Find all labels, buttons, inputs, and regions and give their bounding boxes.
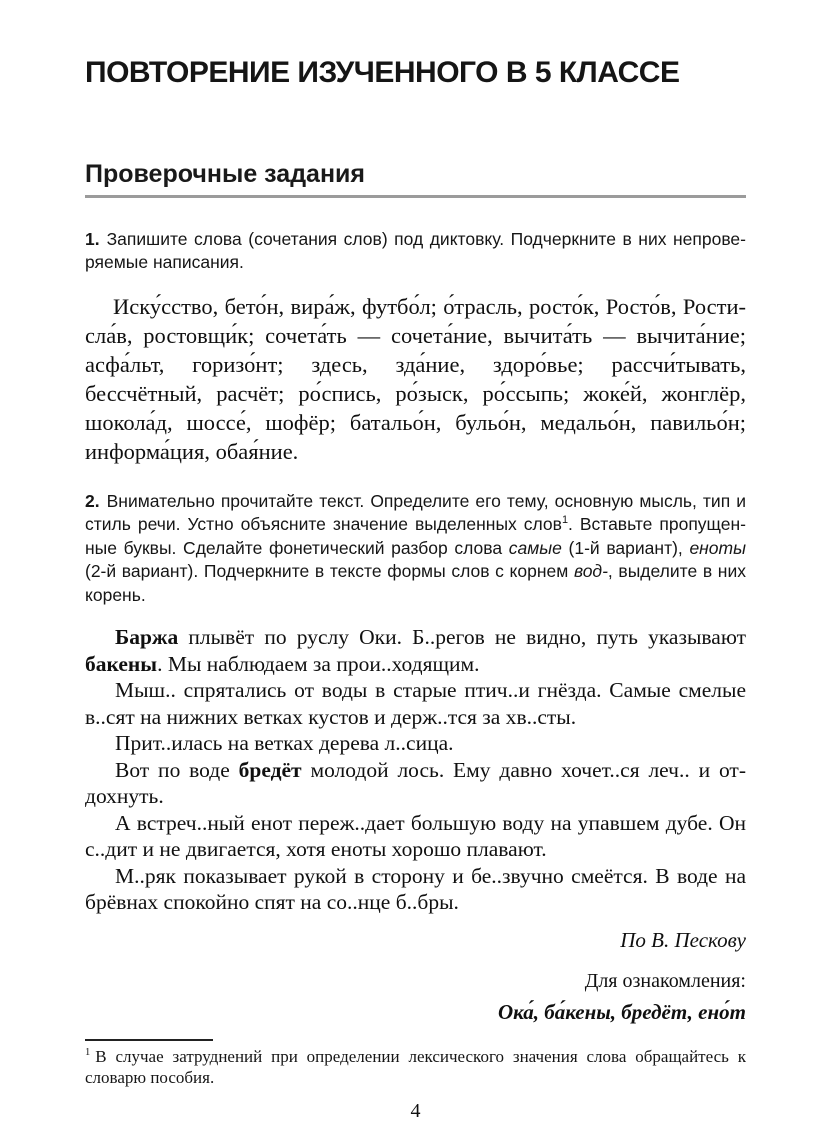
author-attribution: По В. Пескову [620, 927, 746, 952]
page-number: 4 [410, 1099, 421, 1122]
passage-paragraph-4: Вот по воде бредёт молодой лось. Ему давно хочет..ся леч.. и отдохнуть. [85, 757, 746, 808]
task-2-instruction [85, 490, 746, 608]
textbook-page [85, 0, 746, 1122]
task-2-text: Внимательно прочитайте текст. Определите его тему, основную мысль, тип и стиль речи. Устно объясните значение выделенных слов$^1$. Вставьте пропущенные буквы. Сделайте фонетический разбор слова самые (1-й вариант), еноты (2-й вариант). Подчеркните в тексте формы слов с корнем вод-, выделите в них корень. [85, 490, 746, 605]
task-1-number: 1. [85, 228, 100, 249]
footnote-divider [85, 1039, 213, 1041]
footnote-marker: 1 [85, 1046, 91, 1058]
section-header [85, 161, 746, 198]
reading-passage [85, 624, 746, 916]
section-underline [85, 195, 746, 198]
section-title: Проверочные задания [85, 160, 366, 188]
passage-paragraph-2: Мыш.. спрятались от воды в старые птич..и гнёзда. Самые смелые в..сят на нижних ветках кустов и держ..тся за хв..сты. [85, 678, 746, 729]
chapter-title: ПОВТОРЕНИЕ ИЗУЧЕННОГО В 5 КЛАССЕ [85, 56, 680, 89]
passage-paragraph-1: Баржа плывёт по руслу Оки. Б..регов не видно, путь указывают бакены. Мы наблюдаем за прои..ходящим. [85, 625, 746, 676]
footnote-text: В случае затруднений при определении лексического значения слова обращайтесь к словарю пособия. [85, 1046, 746, 1087]
task-1-instruction [85, 228, 746, 275]
passage-paragraph-6: М..ряк показывает рукой в сторону и бе..звучно смеётся. В воде на брёвнах спокойно спят на со..нце б..бры. [85, 863, 746, 914]
task-1-text: Запишите слова (сочетания слов) под диктовку. Подчеркните в них непроверяемые написания. [85, 228, 746, 272]
familiarization-label: Для ознакомления: [584, 969, 746, 992]
passage-paragraph-5: А встреч..ный енот переж..дает большую воду на упавшем дубе. Он с..дит и не двигается, хотя еноты хорошо плавают. [85, 810, 746, 861]
footnote [85, 1046, 746, 1089]
familiarization-words: Ока́, ба́кены, бредёт, ено́т [497, 999, 746, 1024]
passage-paragraph-3: Прит..илась на ветках дерева л..сица. [115, 731, 454, 755]
task-2-number: 2. [85, 490, 100, 511]
dictation-word-list: Иску́сство, бето́н, вира́ж, футбо́л; о́трасль, росто́к, Росто́в, Ростисла́в, ростовщи́к; сочета́ть — сочета́ние, вычита́ть — вычита́ние; асфа́льт, горизо́нт; здесь, зда́ние, здоро́вье; рассчи́тывать, бессчётный, расчёт; ро́спись, ро́зыск, ро́ссыпь; жоке́й, жонглёр, шокола́д, шоссе́, шофёр; батальо́н, бульо́н, медальо́н, павильо́н; информа́ция, обая́ние. [85, 293, 746, 464]
